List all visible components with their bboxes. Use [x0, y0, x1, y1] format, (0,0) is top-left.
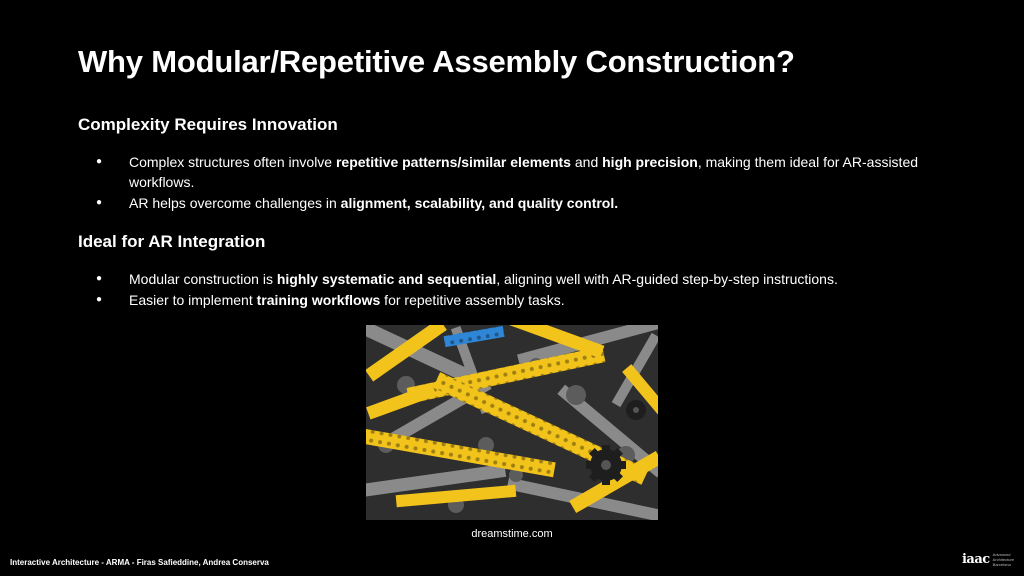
bullet-text-bold: repetitive patterns/similar elements — [335, 154, 571, 170]
photo-construction-parts — [366, 325, 658, 520]
bullet-text: Modular construction is — [129, 271, 277, 287]
bullet-item — [78, 152, 958, 192]
bullet-item — [78, 290, 958, 310]
logo-line: Architecture — [992, 557, 1014, 562]
bullet-list-complexity — [78, 152, 958, 214]
bullet-dot: ● — [96, 197, 103, 208]
bullet-text: Complex structures often involve — [129, 154, 336, 170]
bullet-text: for repetitive assembly tasks. — [380, 292, 565, 308]
bullet-text-bold: alignment, scalability, and quality control. — [340, 195, 619, 211]
bullet-text: Easier to implement — [129, 292, 257, 308]
bullet-text: , making them ideal for AR-assisted workflows. — [129, 154, 919, 190]
lego-beams-illustration — [366, 325, 658, 520]
section-heading-complexity: Complexity Requires Innovation — [78, 115, 338, 134]
section-heading-ar-integration: Ideal for AR Integration — [78, 232, 266, 251]
bullet-item — [78, 193, 958, 213]
bullet-list-ar-integration — [78, 269, 958, 311]
logo-line: Barcelona — [992, 562, 1011, 567]
bullet-dot: ● — [96, 156, 103, 167]
page-title: Why Modular/Repetitive Assembly Construction? — [78, 44, 795, 79]
bullet-text: AR helps overcome challenges in — [129, 195, 341, 211]
bullet-item — [78, 269, 958, 289]
bullet-text-bold: highly systematic and sequential — [276, 271, 497, 287]
image-caption: dreamstime.com — [471, 528, 553, 540]
logo-line: Advanced — [992, 552, 1011, 557]
bullet-text: , aligning well with AR-guided step-by-step instructions. — [496, 271, 838, 287]
bullet-dot: ● — [96, 294, 103, 305]
bullet-dot: ● — [96, 273, 103, 284]
iaac-logo — [962, 552, 1014, 567]
bullet-text-bold: training workflows — [256, 292, 381, 308]
logo-mark: iaac — [961, 552, 990, 567]
footer-credits: Interactive Architecture - ARMA - Firas Safieddine, Andrea Conserva — [10, 558, 269, 567]
bullet-text-bold: high precision — [602, 154, 698, 170]
logo-text — [993, 552, 1014, 567]
bullet-text: and — [570, 154, 603, 170]
